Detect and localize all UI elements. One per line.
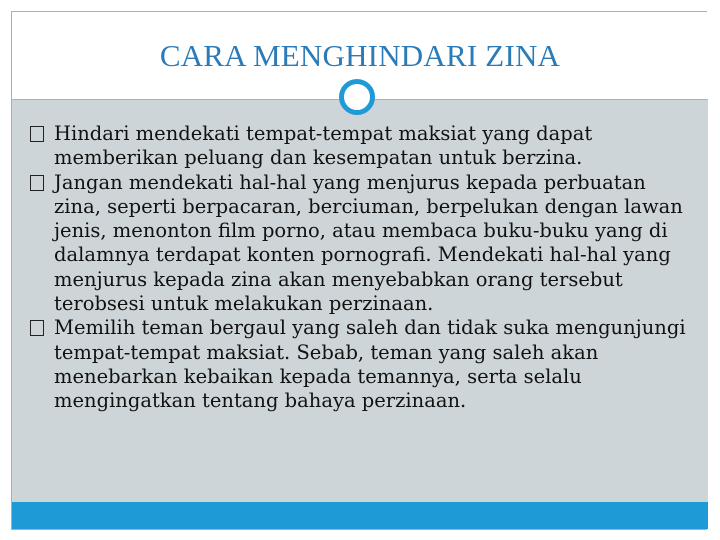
bullet-item-3 — [28, 316, 698, 413]
bottom-accent-bar — [12, 502, 708, 529]
bullet-item-2 — [28, 171, 698, 317]
missing-glyph-box-icon — [30, 320, 44, 336]
bullet-text-2: Jangan mendekati hal-hal yang menjurus kepada perbuatan zina, seperti berpacaran, berciuman, berpelukan dengan lawan jenis, menonton film porno, atau membaca buku-buku yang di dalamnya terdapat konten pornografi. Mendekati hal-hal yang menjurus kepada zina akan menyebabkan orang tersebut terobsesi untuk melakukan perzinaan. — [54, 170, 683, 316]
bullet-item-1 — [28, 122, 698, 171]
missing-glyph-box-icon — [30, 126, 44, 142]
bullet-text-1: Hindari mendekati tempat-tempat maksiat yang dapat memberikan peluang dan kesempatan untuk berzina. — [54, 122, 593, 170]
bullet-list — [28, 122, 698, 414]
ring-icon — [339, 79, 375, 115]
missing-glyph-box-icon — [30, 175, 44, 191]
slide-title: CARA MENGHINDARI ZINA — [159, 38, 561, 73]
bullet-text-3: Memilih teman bergaul yang saleh dan tidak suka mengunjungi tempat-tempat maksiat. Sebab, teman yang saleh akan menebarkan kebaikan kepada temannya, serta selalu mengingatkan tentang bahaya perzinaan. — [54, 316, 686, 413]
